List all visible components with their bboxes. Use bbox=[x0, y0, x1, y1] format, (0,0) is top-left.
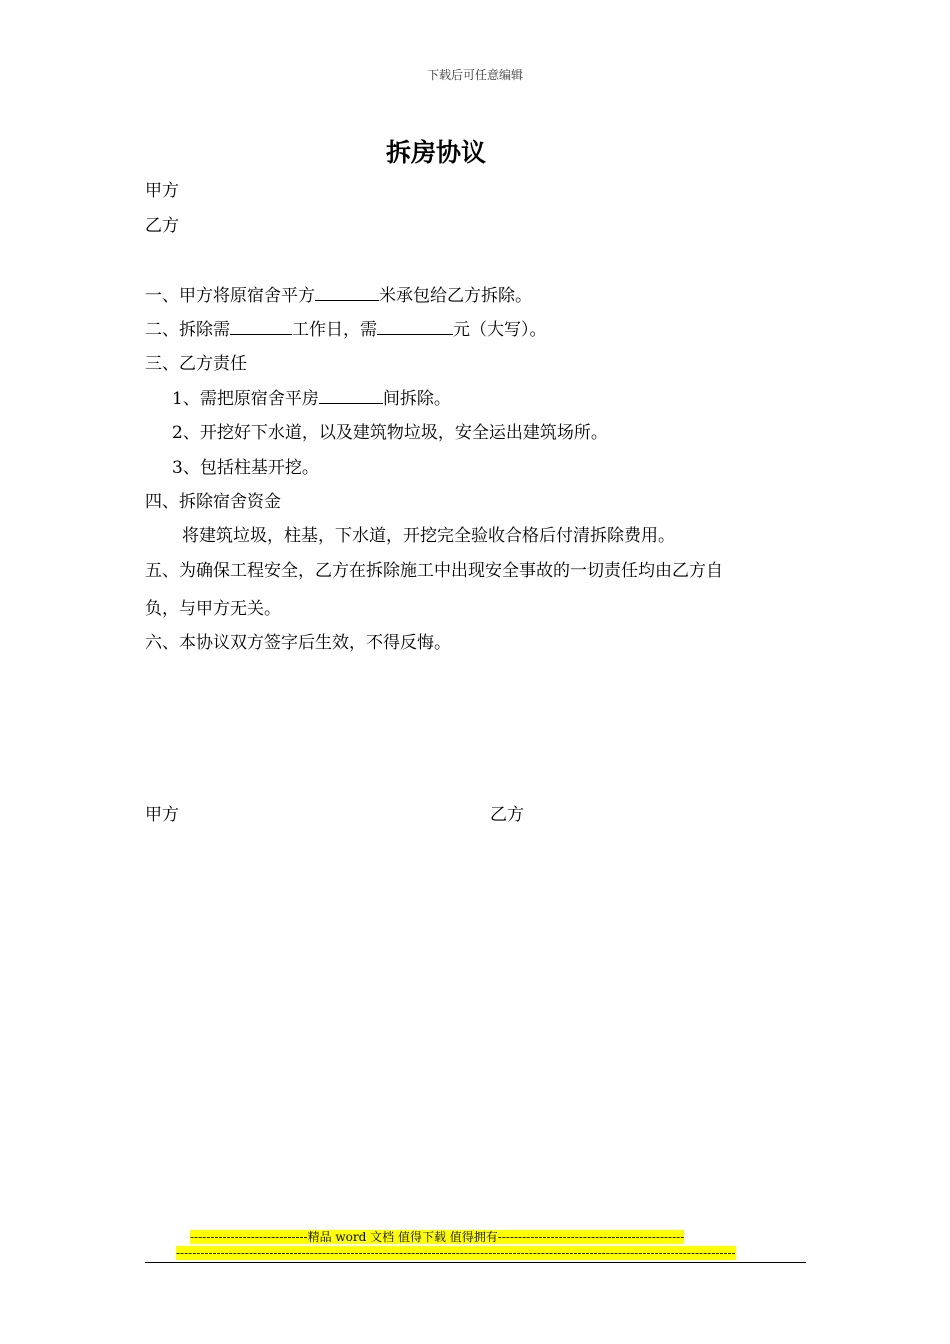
footer-line-2 bbox=[176, 1246, 736, 1260]
footer-rule bbox=[145, 1262, 806, 1263]
clause-5-line-2: 负，与甲方无关。 bbox=[145, 599, 281, 619]
clause-1 bbox=[145, 281, 532, 306]
party-a-label: 甲方 bbox=[145, 181, 179, 201]
clause-3-item-3: 3、包括柱基开挖。 bbox=[172, 458, 319, 478]
footer-line-1 bbox=[190, 1230, 684, 1244]
clause-3-item-1 bbox=[172, 384, 451, 409]
clause-5-line-1: 五、为确保工程安全，乙方在拆除施工中出现安全事故的一切责任均由乙方自 bbox=[145, 561, 723, 581]
clause-1-text-start: 一、甲方将原宿舍平方 bbox=[145, 286, 315, 306]
party-b-label: 乙方 bbox=[145, 216, 179, 236]
signature-party-a: 甲方 bbox=[145, 805, 179, 825]
clause-4-body: 将建筑垃圾，柱基，下水道，开挖完全验收合格后付清拆除费用。 bbox=[182, 526, 675, 546]
clause-3-item-2: 2、开挖好下水道，以及建筑物垃圾，安全运出建筑场所。 bbox=[172, 423, 608, 443]
amount-blank bbox=[377, 333, 453, 335]
footer-text-2: ------------------------------------------------------------------------------------------------------------------------------------------ bbox=[176, 1246, 736, 1260]
rooms-blank bbox=[319, 402, 383, 404]
clause-2-text-start: 二、拆除需 bbox=[145, 320, 230, 340]
area-blank bbox=[315, 299, 379, 301]
clause-2-text-mid: 工作日，需 bbox=[292, 320, 377, 340]
clause-2 bbox=[145, 315, 547, 340]
clause-4-heading: 四、拆除宿舍资金 bbox=[145, 492, 281, 512]
clause-6: 六、本协议双方签字后生效，不得反悔。 bbox=[145, 633, 451, 653]
clause-3-heading: 三、乙方责任 bbox=[145, 354, 247, 374]
page-header: 下载后可任意编辑 bbox=[426, 68, 523, 82]
clause-3-item-1-text-start: 1、需把原宿舍平房 bbox=[172, 389, 319, 409]
clause-3-item-1-text-end: 间拆除。 bbox=[382, 389, 451, 409]
document-title: 拆房协议 bbox=[385, 138, 486, 167]
workdays-blank bbox=[230, 333, 292, 335]
clause-1-text-end: 米承包给乙方拆除。 bbox=[379, 286, 532, 306]
clause-2-text-end: 元（大写）。 bbox=[453, 320, 547, 340]
signature-party-b: 乙方 bbox=[490, 805, 524, 825]
footer-text-1: -----------------------------精品 word 文档 值得下载 值得拥有---------------------------------------------- bbox=[190, 1230, 685, 1244]
